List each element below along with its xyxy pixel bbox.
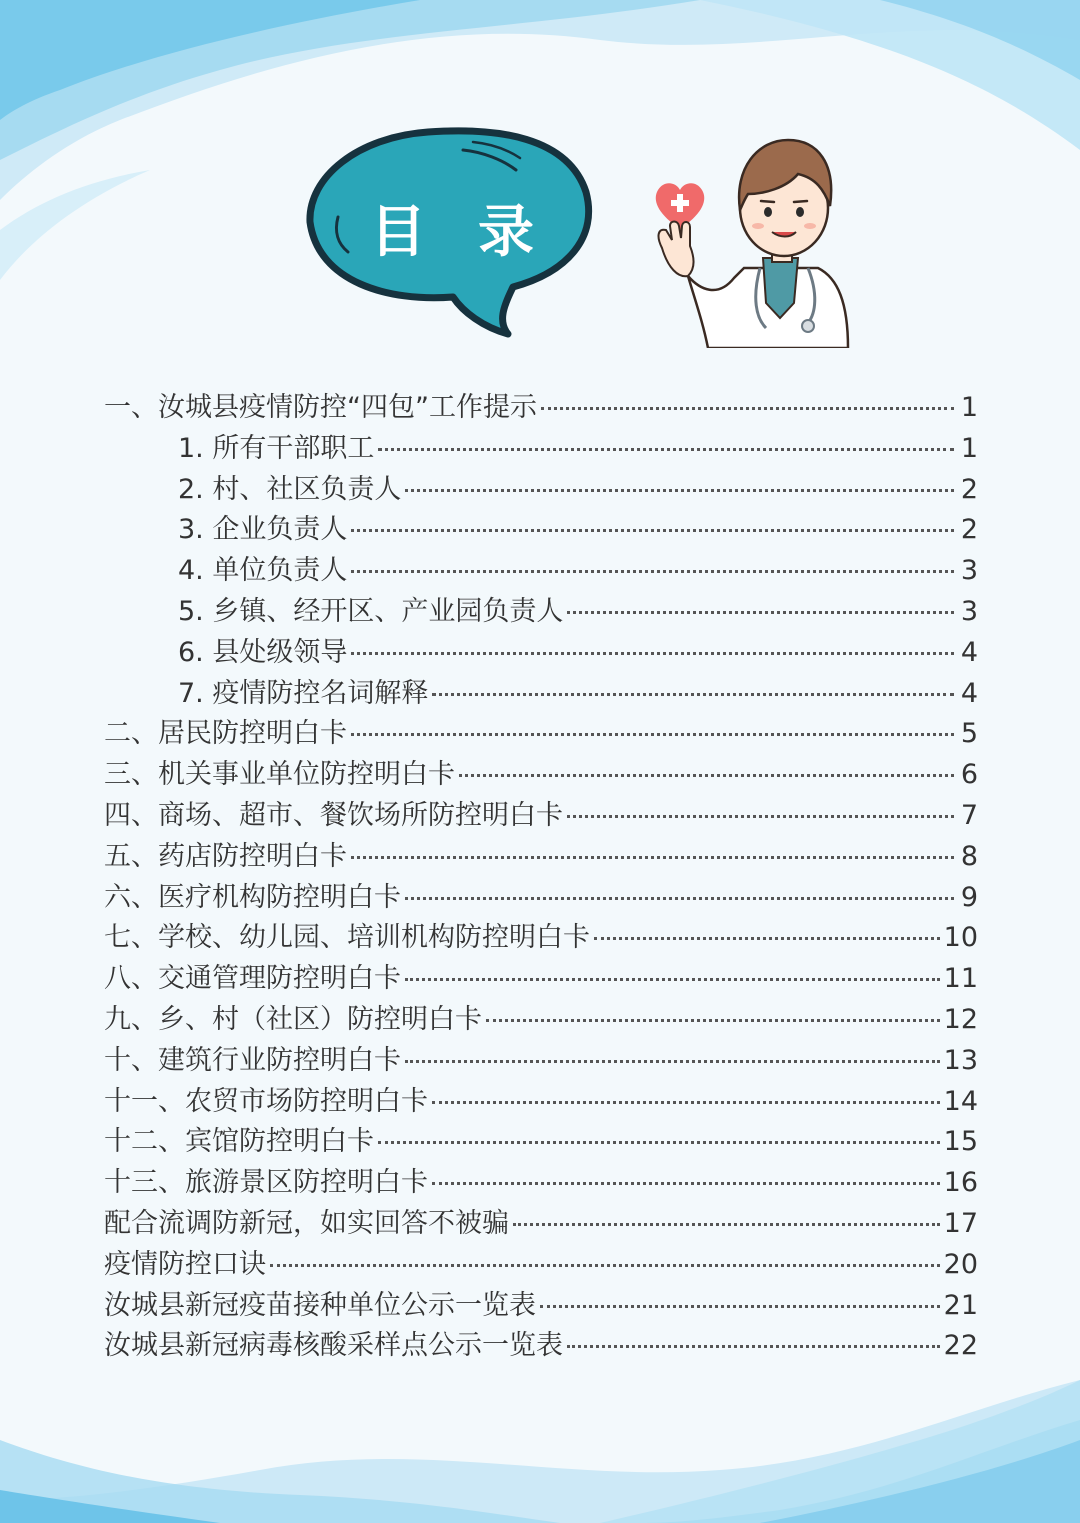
table-of-contents: [104, 388, 978, 1367]
toc-dot-leader: [351, 733, 954, 736]
toc-entry[interactable]: [104, 959, 978, 1000]
toc-dot-leader: [405, 1060, 940, 1063]
toc-entry[interactable]: [104, 878, 978, 919]
toc-dot-leader: [432, 1182, 940, 1185]
toc-entry-title: 1. 所有干部职工: [178, 432, 375, 464]
toc-entry[interactable]: [104, 551, 978, 592]
toc-entry-page-number: 11: [943, 963, 978, 995]
page-title-char-1: 目: [370, 200, 426, 265]
toc-entry-page-number: 2: [960, 473, 978, 505]
toc-dot-leader: [405, 978, 940, 981]
toc-entry[interactable]: [104, 1163, 978, 1204]
toc-entry[interactable]: [104, 1204, 978, 1245]
doctor-with-heart-icon: [648, 128, 858, 348]
toc-entry-page-number: 2: [960, 514, 978, 546]
toc-dot-leader: [594, 937, 940, 940]
toc-entry-title: 六、医疗机构防控明白卡: [104, 881, 401, 913]
toc-entry-title: 八、交通管理防控明白卡: [104, 963, 401, 995]
toc-entry[interactable]: [104, 714, 978, 755]
toc-entry[interactable]: [104, 674, 978, 715]
toc-entry-title: 7. 疫情防控名词解释: [178, 677, 429, 709]
toc-dot-leader: [378, 1141, 940, 1144]
toc-entry-title: 3. 企业负责人: [178, 514, 348, 546]
toc-entry-page-number: 21: [943, 1289, 978, 1321]
toc-dot-leader: [378, 448, 954, 451]
toc-entry-page-number: 14: [943, 1085, 978, 1117]
toc-entry-page-number: 4: [960, 677, 978, 709]
toc-dot-leader: [351, 652, 954, 655]
toc-entry-page-number: 22: [943, 1330, 978, 1362]
toc-dot-leader: [351, 570, 954, 573]
toc-entry[interactable]: [104, 429, 978, 470]
toc-entry-page-number: 1: [960, 392, 978, 423]
toc-entry[interactable]: [104, 633, 978, 674]
title-speech-bubble: [298, 122, 598, 340]
toc-entry-page-number: 8: [960, 840, 978, 872]
toc-entry[interactable]: [104, 918, 978, 959]
toc-dot-leader: [351, 529, 954, 532]
toc-entry[interactable]: [104, 755, 978, 796]
toc-entry-title: 6. 县处级领导: [178, 636, 348, 668]
toc-entry-title: 十三、旅游景区防控明白卡: [104, 1167, 428, 1199]
toc-entry-title: 五、药店防控明白卡: [104, 840, 347, 872]
toc-entry-title: 汝城县新冠疫苗接种单位公示一览表: [104, 1289, 536, 1321]
toc-entry[interactable]: [104, 796, 978, 837]
toc-entry[interactable]: [104, 470, 978, 511]
toc-entry-page-number: 17: [943, 1207, 978, 1239]
toc-dot-leader: [405, 489, 954, 492]
toc-dot-leader: [459, 774, 954, 777]
toc-entry-page-number: 13: [943, 1044, 978, 1076]
toc-entry[interactable]: [104, 1082, 978, 1123]
toc-dot-leader: [432, 693, 954, 696]
toc-entry-title: 一、汝城县疫情防控“四包”工作提示: [104, 392, 537, 423]
toc-entry-page-number: 12: [943, 1003, 978, 1035]
toc-entry[interactable]: [104, 837, 978, 878]
toc-entry[interactable]: [104, 1286, 978, 1327]
toc-entry-title: 4. 单位负责人: [178, 555, 348, 587]
toc-dot-leader: [567, 815, 954, 818]
toc-entry-title: 十二、宾馆防控明白卡: [104, 1126, 374, 1158]
toc-entry-page-number: 6: [960, 759, 978, 791]
toc-entry-page-number: 1: [960, 432, 978, 464]
toc-entry-title: 汝城县新冠病毒核酸采样点公示一览表: [104, 1330, 563, 1362]
toc-dot-leader: [513, 1223, 940, 1226]
toc-dot-leader: [351, 856, 954, 859]
toc-dot-leader: [541, 407, 954, 410]
toc-entry-page-number: 3: [960, 555, 978, 587]
toc-entry[interactable]: [104, 1000, 978, 1041]
toc-entry[interactable]: [104, 1326, 978, 1367]
toc-entry-page-number: 7: [960, 799, 978, 831]
toc-entry-title: 5. 乡镇、经开区、产业园负责人: [178, 595, 564, 627]
toc-entry-title: 疫情防控口诀: [104, 1248, 266, 1280]
toc-entry-page-number: 16: [943, 1167, 978, 1199]
toc-entry-page-number: 10: [943, 922, 978, 954]
toc-entry[interactable]: [104, 1041, 978, 1082]
toc-entry-title: 二、居民防控明白卡: [104, 718, 347, 750]
toc-dot-leader: [540, 1305, 940, 1308]
toc-entry[interactable]: [104, 592, 978, 633]
toc-entry[interactable]: [104, 1122, 978, 1163]
toc-entry-page-number: 3: [960, 595, 978, 627]
toc-entry[interactable]: [104, 388, 978, 429]
toc-entry[interactable]: [104, 510, 978, 551]
toc-entry-title: 十、建筑行业防控明白卡: [104, 1044, 401, 1076]
toc-entry-title: 四、商场、超市、餐饮场所防控明白卡: [104, 799, 563, 831]
toc-entry-title: 2. 村、社区负责人: [178, 473, 402, 505]
toc-dot-leader: [432, 1101, 940, 1104]
toc-entry-title: 十一、农贸市场防控明白卡: [104, 1085, 428, 1117]
page-title-char-2: 录: [478, 200, 534, 265]
toc-dot-leader: [405, 897, 954, 900]
toc-entry-title: 九、乡、村（社区）防控明白卡: [104, 1003, 482, 1035]
toc-entry-title: 配合流调防新冠，如实回答不被骗: [104, 1207, 509, 1239]
toc-dot-leader: [486, 1019, 940, 1022]
toc-dot-leader: [567, 611, 954, 614]
toc-entry-page-number: 4: [960, 636, 978, 668]
toc-entry-title: 三、机关事业单位防控明白卡: [104, 759, 455, 791]
toc-entry[interactable]: [104, 1245, 978, 1286]
toc-entry-page-number: 5: [960, 718, 978, 750]
toc-dot-leader: [270, 1264, 940, 1267]
toc-entry-page-number: 15: [943, 1126, 978, 1158]
toc-dot-leader: [567, 1345, 940, 1348]
toc-entry-page-number: 20: [943, 1248, 978, 1280]
toc-entry-title: 七、学校、幼儿园、培训机构防控明白卡: [104, 922, 590, 954]
toc-entry-page-number: 9: [960, 881, 978, 913]
